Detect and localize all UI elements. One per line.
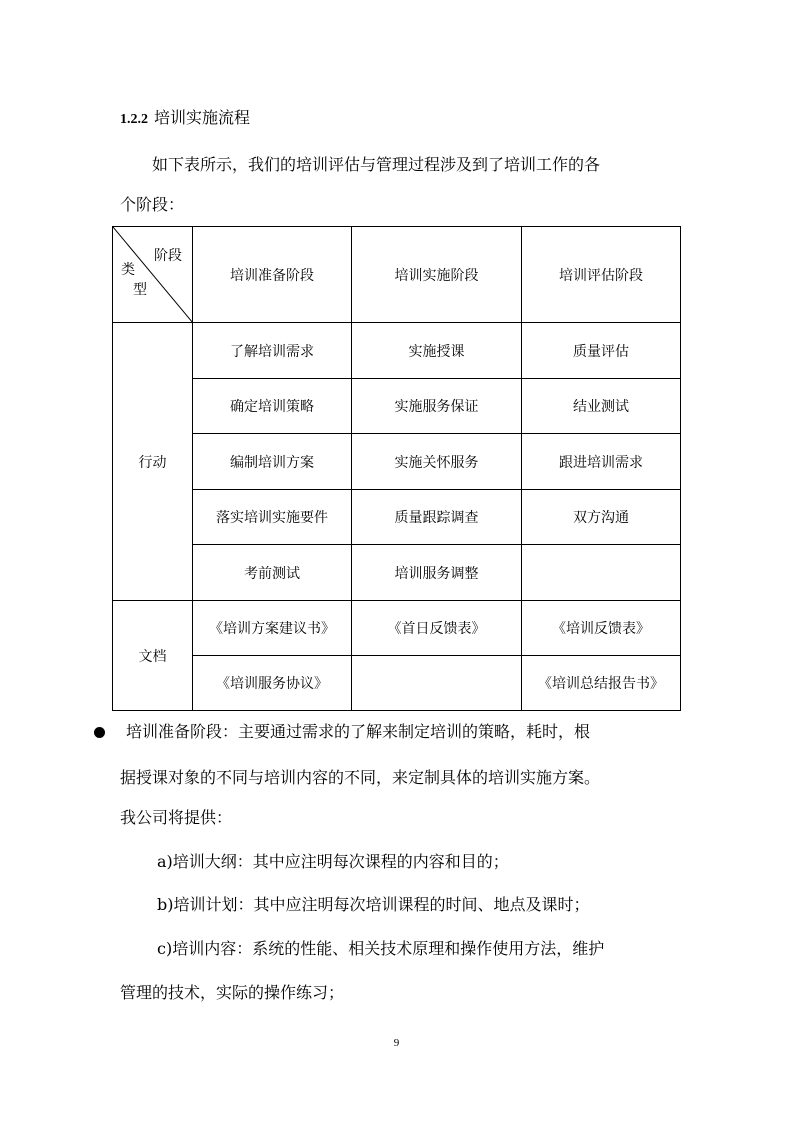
table-cell: 落实培训实施要件: [193, 490, 352, 545]
section-heading: [120, 106, 250, 132]
group-label-action: 行动: [113, 323, 193, 601]
table-cell: 双方沟通: [522, 490, 681, 545]
bullet-icon: [94, 727, 105, 738]
table-cell: 《首日反馈表》: [352, 601, 522, 656]
table-cell: 确定培训策略: [193, 379, 352, 434]
intro-line-2: 个阶段：: [120, 195, 185, 214]
table-row: [113, 323, 681, 379]
bullet-line-1: 培训准备阶段：主要通过需求的了解来制定培训的策略，耗时，根: [126, 722, 591, 741]
corner-label-type-1: 类: [121, 262, 135, 278]
item-c-line-2: 管理的技术，实际的操作练习；: [120, 983, 345, 1002]
header-prep-stage: 培训准备阶段: [193, 227, 352, 323]
table-cell: 考前测试: [193, 545, 352, 601]
item-b: b)培训计划：其中应注明每次培训课程的时间、地点及课时；: [157, 895, 590, 914]
table-cell: 实施授课: [352, 323, 522, 379]
table-cell: 《培训反馈表》: [522, 601, 681, 656]
bullet-line-2: 据授课对象的不同与培训内容的不同，来定制具体的培训实施方案。: [120, 768, 601, 787]
table-row: [113, 656, 681, 711]
table-cell: 跟进培训需求: [522, 434, 681, 490]
bullet-line-3: 我公司将提供：: [120, 808, 233, 827]
table-cell: [522, 545, 681, 601]
table-row: [113, 601, 681, 656]
table-header-row: [113, 227, 681, 323]
table-row: [113, 490, 681, 545]
intro-line-1: 如下表所示，我们的培训评估与管理过程涉及到了培训工作的各: [152, 155, 601, 174]
table-cell: 《培训方案建议书》: [193, 601, 352, 656]
corner-label-stage: 阶段: [154, 248, 182, 264]
table-cell: [352, 656, 522, 711]
page-number: 9: [393, 1037, 400, 1049]
item-a: a)培训大纲：其中应注明每次课程的内容和目的；: [157, 852, 509, 871]
section-title: 培训实施流程: [154, 108, 251, 127]
table-cell: 实施服务保证: [352, 379, 522, 434]
table-cell: 质量评估: [522, 323, 681, 379]
corner-label-type-2: 型: [133, 282, 147, 298]
table-cell: 培训服务调整: [352, 545, 522, 601]
table-row: [113, 434, 681, 490]
table-cell: 《培训服务协议》: [193, 656, 352, 711]
table-cell: 结业测试: [522, 379, 681, 434]
table-cell: 《培训总结报告书》: [522, 656, 681, 711]
header-impl-stage: 培训实施阶段: [352, 227, 522, 323]
table-cell: 实施关怀服务: [352, 434, 522, 490]
header-eval-stage: 培训评估阶段: [522, 227, 681, 323]
table-row: [113, 545, 681, 601]
section-number: 1.2.2: [120, 112, 148, 127]
table-cell: 编制培训方案: [193, 434, 352, 490]
item-c-line-1: c)培训内容：系统的性能、相关技术原理和操作使用方法，维护: [157, 939, 605, 958]
diagonal-corner-cell: [113, 227, 193, 323]
table-cell: 质量跟踪调查: [352, 490, 522, 545]
table-cell: 了解培训需求: [193, 323, 352, 379]
stages-table: [112, 226, 681, 711]
table-row: [113, 379, 681, 434]
group-label-document: 文档: [113, 601, 193, 711]
